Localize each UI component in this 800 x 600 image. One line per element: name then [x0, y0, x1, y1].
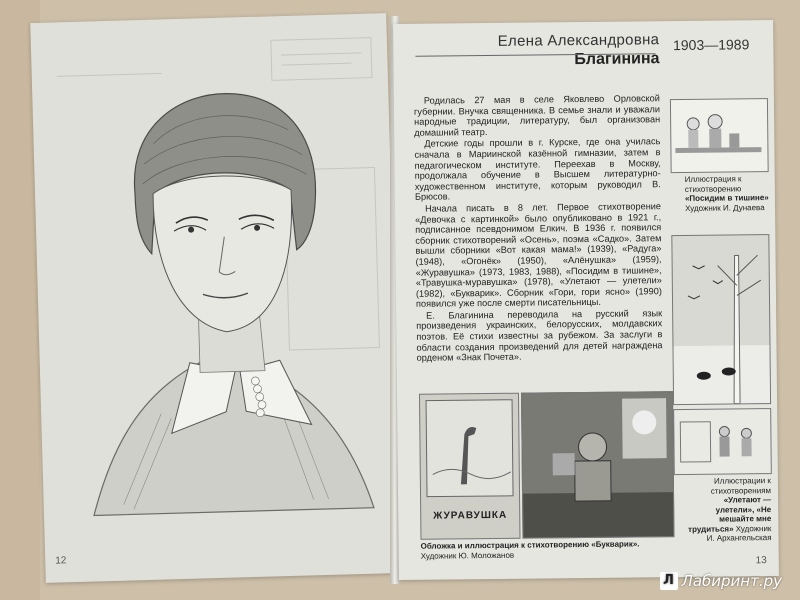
author-header: [415, 30, 755, 71]
child-desk-drawing: [522, 392, 673, 538]
children-play-drawing: [674, 409, 771, 474]
caption-title: «Улетают — улетели», «Не мешайте мне трудиться»: [688, 495, 772, 534]
portrait-illustration: [41, 27, 391, 536]
author-last-name: Благинина: [574, 50, 660, 69]
caption-prefix: Иллюстрация к стихотворению: [684, 174, 742, 194]
caption-ulet: [683, 476, 772, 543]
caption-posidim: [685, 174, 771, 213]
left-page: [30, 13, 401, 583]
author-first-name: Елена Александровна: [497, 31, 660, 50]
caption-bukvarik: [421, 539, 671, 561]
crane-cover-drawing: [420, 394, 519, 507]
author-years: 1903—1989: [672, 36, 750, 54]
caption-prefix: Иллюстрации к стихотворениям: [710, 476, 772, 496]
illustration-ulet: [673, 408, 772, 475]
illustration-posidim: [670, 98, 769, 173]
bio-paragraph: Детские годы прошли в г. Курске, где она училась сначала в Мариинской казённой гимназии, затем в педагогическом институте. Переехав в Москву, продолжала обучение в Высшем литературно-художественном институте, которым руководил В. Брюсов.: [414, 136, 661, 203]
book-cover-zhuravushka: [419, 393, 521, 540]
bio-paragraph: Родилась 27 мая в селе Яковлево Орловской губернии. Внучка священника. В семье знали и уважали народные традиции, литературу, был организован домашний театр.: [413, 93, 661, 138]
children-bench-drawing: [671, 99, 768, 172]
caption-artist: Художник И. Архангельская: [706, 523, 772, 543]
bio-paragraph: Начала писать в 8 лет. Первое стихотворение «Девочка с картинкой» было опубликовано в 1921 г., подписанное псевдонимом Елкич. В 1936 г. появился сборник стихотворений «Осень», поэма «Садко». Затем вышли сборники «Вот какая мама!» (1939), «Радуга» (1948), «Огонёк» (1950), «Алёнушка» (1959), «Журавушка» (1973, 1983, 1988), «Посидим в тишине», «Травушка-муравушка» (1978), «Улетают — улетели» (1982), «Букварик». Сборник «Гори, гори ясно» (1990) появился уже после смерти писательницы.: [415, 201, 662, 310]
caption-artist: Художник И. Дунаева: [684, 202, 765, 213]
right-page: [393, 20, 779, 580]
illustration-bukvarik: [521, 391, 675, 539]
watermark-logo: [660, 570, 782, 592]
birch-birds-drawing: [672, 235, 770, 404]
page-number-left: 12: [55, 555, 67, 567]
page-number-right: 13: [755, 555, 767, 567]
biography-text: [414, 93, 663, 364]
book-cover-title: ЖУРАВУШКА: [433, 509, 508, 522]
caption-title: «Посидим в тишине»: [684, 193, 769, 203]
watermark-mark: Л: [660, 572, 678, 590]
caption-artist: Художник Ю. Моложанов: [420, 550, 515, 561]
watermark-text: Лабиринт.ру: [681, 572, 782, 590]
caption-title: Обложка и иллюстрация к стихотворению «Букварик».: [420, 539, 640, 551]
illustration-birds-tree: [671, 234, 771, 405]
bio-paragraph: Е. Благинина переводила на русский язык произведения украинских, белорусских, молдавских поэтов. Её стихи известны за рубежом. За заслуги в области создания произведений для детей награждена орденом «Знак Почета».: [416, 308, 663, 364]
